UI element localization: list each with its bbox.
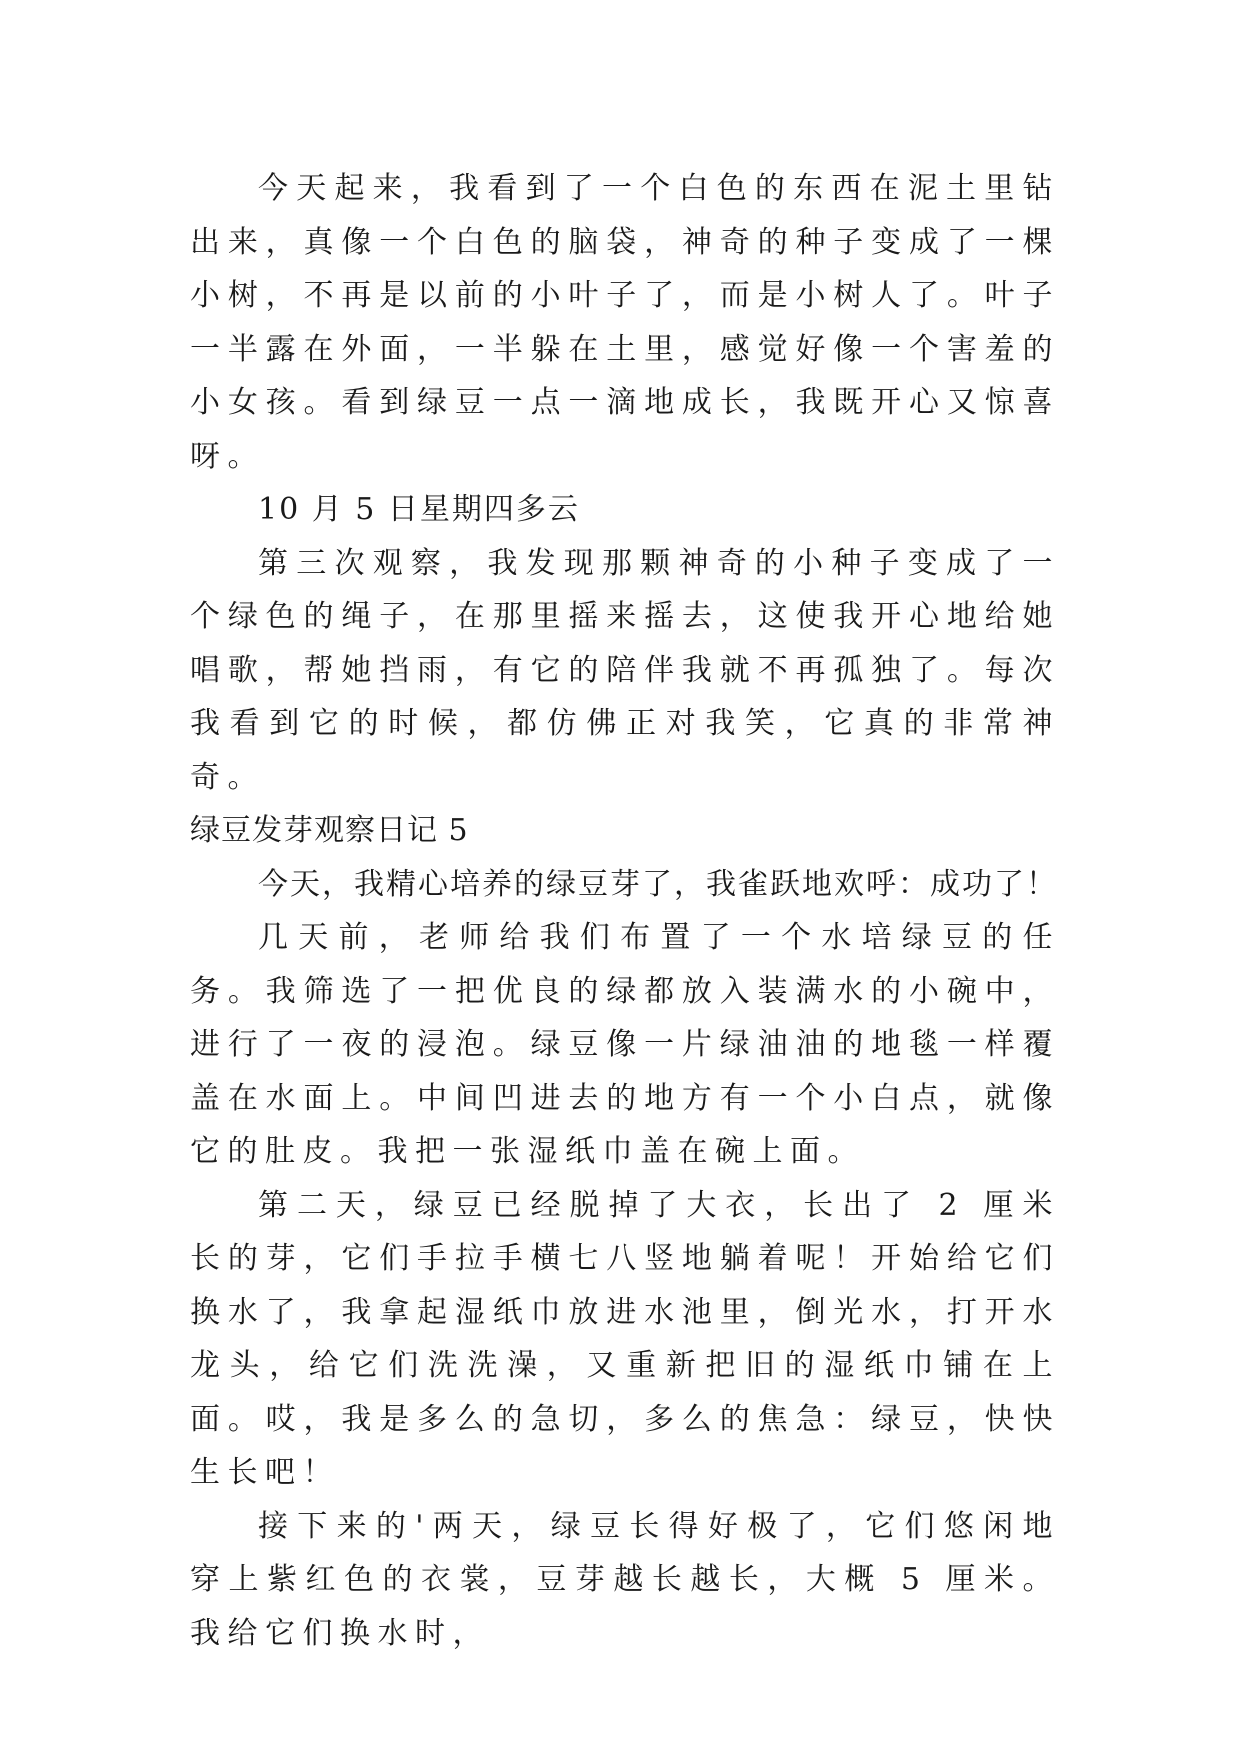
- paragraph-sprout-observation: 今天起来，我看到了一个白色的东西在泥土里钻出来，真像一个白色的脑袋，神奇的种子变成了一棵小树，不再是以前的小叶子了，而是小树人了。叶子一半露在外面，一半躲在土里，感觉好像一个害羞的小女孩。看到绿豆一点一滴地成长，我既开心又惊喜呀。: [190, 171, 1060, 474]
- paragraph-second-day: 第二天，绿豆已经脱掉了大衣，长出了 2 厘米长的芽，它们手拉手横七八竖地躺着呢！开始给它们换水了，我拿起湿纸巾放进水池里，倒光水，打开水龙头，给它们洗洗澡，又重新把旧的湿纸巾铺在上面。哎，我是多么的急切，多么的焦急：绿豆，快快生长吧！: [190, 1187, 1060, 1490]
- paragraph-success: 今天，我精心培养的绿豆芽了，我雀跃地欢呼：成功了！: [258, 866, 1058, 902]
- paragraph-soaking: 几天前，老师给我们布置了一个水培绿豆的任务。我筛选了一把优良的绿都放入装满水的小碗中，进行了一夜的浸泡。绿豆像一片绿油油的地毯一样覆盖在水面上。中间凹进去的地方有一个小白点，就像它的肚皮。我把一张湿纸巾盖在碗上面。: [190, 920, 1060, 1169]
- section-title: 绿豆发芽观察日记 5: [190, 813, 469, 848]
- paragraph-third-observation: 第三次观察，我发现那颗神奇的小种子变成了一个绿色的绳子，在那里摇来摇去，这使我开心地给她唱歌，帮她挡雨，有它的陪伴我就不再孤独了。每次我看到它的时候，都仿佛正对我笑，它真的非常神奇。: [190, 545, 1060, 795]
- paragraph-next-days: 接下来的'两天，绿豆长得好极了，它们悠闲地穿上紫红色的衣裳，豆芽越长越长，大概 5 厘米。我给它们换水时，: [190, 1508, 1060, 1651]
- date-line: 10 月 5 日星期四多云: [258, 492, 580, 527]
- document-body: [190, 162, 1060, 1660]
